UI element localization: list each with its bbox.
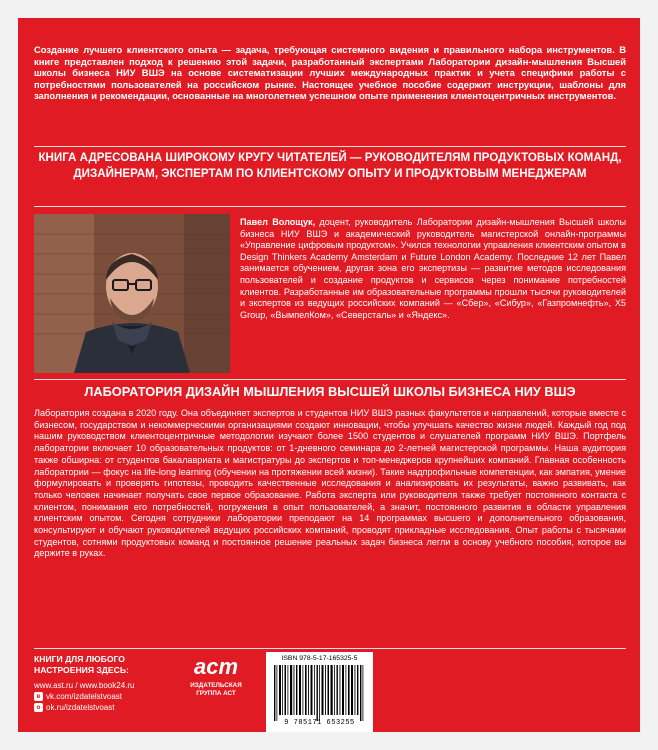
isbn-number: ISBN 978-5-17-165325-5 — [281, 655, 358, 662]
footer-links — [34, 654, 184, 713]
intro-paragraph: Создание лучшего клиентского опыта — задача, требующая системного видения и правильного набора инструментов. В книге представлен подход к решению этой задачи, разработанный экспертами Лаборатории дизайн-мышления Высшей школы бизнеса НИУ ВШЭ на основе систематизации лучших международных практик и учета специфики работы с потребностями пользователей на российском рынке. Настоящее учебное пособие содержит инструкции, шаблоны для заполнения и рекомендации, основанные на многолетнем успешном опыте применения клиентоцентричных инструментов. — [34, 44, 626, 102]
author-photo — [34, 214, 230, 373]
divider — [34, 648, 626, 649]
website-text: www.ast.ru / www.book24.ru — [34, 681, 135, 690]
ast-logo-mark: аст — [193, 654, 239, 679]
vk-icon: в — [34, 692, 43, 701]
audience-heading: КНИГА АДРЕСОВАНА ШИРОКОМУ КРУГУ ЧИТАТЕЛЕЙ — РУКОВОДИТЕЛЯМ ПРОДУКТОВЫХ КОМАНД, ДИЗАЙНЕРАМ, ЭКСПЕРТАМ ПО КЛИЕНТСКОМУ ОПЫТУ И ПРОДУКТОВЫМ МЕНЕДЖЕРАМ — [38, 151, 622, 180]
author-name: Павел Волощук, — [240, 217, 316, 227]
ok-icon: о — [34, 703, 43, 712]
author-bio — [240, 217, 626, 321]
barcode-digits: 9 785171 653255 — [284, 719, 355, 727]
vk-link[interactable] — [34, 691, 184, 702]
back-cover — [18, 18, 640, 732]
lab-heading: ЛАБОРАТОРИЯ ДИЗАЙН МЫШЛЕНИЯ ВЫСШЕЙ ШКОЛЫ БИЗНЕСА НИУ ВШЭ — [84, 384, 576, 399]
publisher-name-line2: ГРУППА АСТ — [196, 690, 236, 697]
author-bio-text: доцент, руководитель Лаборатории дизайн-мышления Высшей школы бизнеса НИУ ВШЭ и академический руководитель магистерской онлайн-программы «Управление цифровым продуктом». Учился технологии управления клиентским опытом в Design Thinkers Academy Amsterdam и Future London Academy. Последние 12 лет Павел занимается обучением, другая зона его экспертизы — развитие методов исследования пользователей и создание продуктов и сервисов через понимание потребностей клиентов. Разработанные им образовательные программы прошли тысячи руководителей и экспертов из ведущих российских компаний — «Сбер», «Сибур», «Газпромнефть», X5 Group, «ВымпелКом», «Северсталь» и «Яндекс». — [240, 217, 626, 320]
barcode-block — [266, 652, 373, 732]
footer-heading: КНИГИ ДЛЯ ЛЮБОГО НАСТРОЕНИЯ ЗДЕСЬ: — [34, 654, 129, 675]
divider — [34, 146, 626, 147]
website-link[interactable] — [34, 680, 184, 691]
divider — [34, 206, 626, 207]
ok-link[interactable] — [34, 702, 184, 713]
author-portrait-illustration — [34, 214, 230, 373]
barcode-icon — [266, 663, 373, 721]
publisher-logo — [186, 652, 246, 728]
lab-paragraph: Лаборатория создана в 2020 году. Она объединяет экспертов и студентов НИУ ВШЭ разных факультетов и направлений, которые вместе с бизнесом, государством и некоммерческими организациями создают инновации, чтобы улучшать качество жизни людей. Каждый год под нашим руководством клиентоцентричные методологии изучают более 1500 студентов и слушателей программ НИУ ВШЭ. Портфель лаборатории включает 10 образовательных продуктов: от 1-дневного семинара до 2-летней магистерской программы. Наша аудитория также обширна: от студентов бакалавриата и магистратуры до экспертов и топ-менеджеров крупнейших компаний. Главная особенность лаборатории — фокус на life-long learning (обучении на протяжении всей жизни). Такие надпрофильные компетенции, как эмпатия, умение формулировать и проверять гипотезы, проводить качественные исследования и анализировать их результаты, важно развивать, как только человек начинает получать свое первое образование. Работа эксперта или руководителя также требует постоянного контакта с клиентом, понимания его потребностей, погружения в опыт пользователей, а значит, постоянного развития в области управления клиентским опытом. Сегодня сотрудники лаборатории преподают на 14 программах высшего и дополнительного образования, консультируют и обучают руководителей ведущих российских компаний, проводят прикладные исследования. Опыт работы с тысячами студентов, сотнями продуктовых команд и постоянное решение реальных задач бизнеса легли в основу учебного пособия, которое вы держите в руках. — [34, 408, 626, 559]
vk-text: vk.com/izdatelstvoast — [46, 692, 123, 701]
ok-text: ok.ru/izdatelstvoast — [46, 703, 115, 712]
publisher-name-line1: ИЗДАТЕЛЬСКАЯ — [190, 682, 242, 689]
divider — [34, 379, 626, 380]
